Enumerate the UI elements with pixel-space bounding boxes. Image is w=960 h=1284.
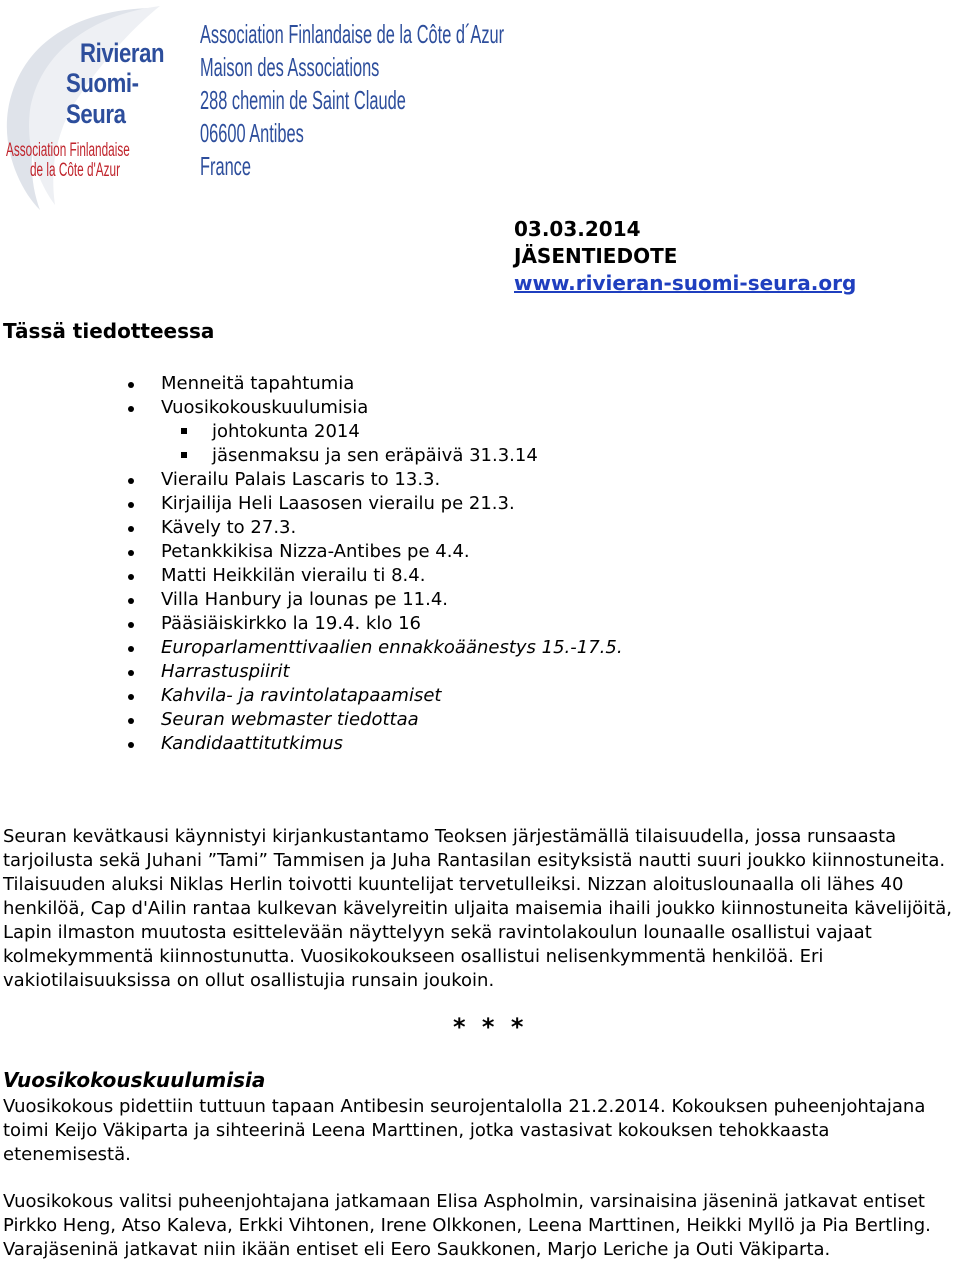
address-line: Association Finlandaise de la Côte d´Azur [200, 19, 505, 49]
list-item: Kahvila- ja ravintolatapaamiset [0, 684, 623, 708]
list-item: Kävely to 27.3. [0, 516, 623, 540]
logo-text-rivieran: Rivieran [80, 38, 165, 68]
list-item: Vuosikokouskuulumisia [0, 396, 623, 420]
board-paragraph: Vuosikokous valitsi puheenjohtajana jatkamaan Elisa Aspholmin, varsinaisina jäseninä jatkavat entiset Pirkko Heng, Atso Kaleva, Erkki Vihtonen, Irene Olkkonen, Leena Marttinen, Heikki Myllö ja Pia Bertling. Varajäseninä jatkavat niin ikään entiset eli Eero Saukkonen, Marjo Leriche ja Outi Väkiparta. [3, 1191, 931, 1260]
list-item: Seuran webmaster tiedottaa [0, 708, 623, 732]
association-logo [0, 0, 505, 215]
meeting-paragraph: Vuosikokous pidettiin tuttuun tapaan Antibesin seurojentalolla 21.2.2014. Kokouksen puheenjohtajana toimi Keijo Väkiparta ja sihteerinä Leena Marttinen, jotka vastasivat kokouksen tehokkaasta etenemisestä. [3, 1096, 926, 1165]
list-item: Kirjailija Heli Laasosen vierailu pe 21.3. [0, 492, 623, 516]
logo-emblem [0, 0, 185, 215]
list-item: Petankkikisa Nizza-Antibes pe 4.4. [0, 540, 623, 564]
list-item: Europarlamenttivaalien ennakkoäänestys 15.-17.5. [0, 636, 623, 660]
address-line: Maison des Associations [200, 52, 380, 82]
toc-title: Tässä tiedotteessa [3, 319, 215, 343]
logo-text-suomi-seura: Suomi-Seura [66, 68, 139, 129]
newsletter-header [514, 216, 856, 297]
logo-text-association: Association Finlandaise [6, 140, 130, 161]
intro-paragraph: Seuran kevätkausi käynnistyi kirjankustantamo Teoksen järjestämällä tilaisuudella, jossa runsaasta tarjoilusta sekä Juhani ”Tami” Tammisen ja Juha Rantasilan esityksistä nautti suuri joukko kiinnostuneita. Tilaisuuden aluksi Niklas Herlin toivotti kuuntelijat tervetulleiksi. Nizzan aloituslounaalla oli lähes 40 henkilöä, Cap d'Ailin rantaa kulkevan kävelyreitin uljaita maisemia ihaili joukko kiinnostuneita kävelijöitä, Lapin ilmaston muutosta esittelevään näyttelyyn sekä ravintolakoulun lounaalle osallistui vajaat kolmekymmentä kiinnostunutta. Vuosikokoukseen osallistui nelisenkymmentä henkilöä. Eri vakiotilaisuuksissa on ollut osallistujia runsain joukoin. [3, 826, 952, 991]
list-item: Harrastuspiirit [0, 660, 623, 684]
list-item: Villa Hanbury ja lounas pe 11.4. [0, 588, 623, 612]
list-item: Matti Heikkilän vierailu ti 8.4. [0, 564, 623, 588]
sub-list-item: jäsenmaksu ja sen eräpäivä 31.3.14 [0, 444, 623, 468]
sub-list-item: johtokunta 2014 [0, 420, 623, 444]
address-line: France [200, 151, 251, 181]
list-item: Pääsiäiskirkko la 19.4. klo 16 [0, 612, 623, 636]
website-link[interactable]: www.rivieran-suomi-seura.org [514, 271, 857, 295]
list-item: Vierailu Palais Lascaris to 13.3. [0, 468, 623, 492]
logo-text-cote-dazur: de la Côte d'Azur [30, 160, 120, 181]
section-heading: Vuosikokouskuulumisia [3, 1068, 266, 1092]
list-item: Kandidaattitutkimus [0, 732, 623, 756]
association-address [200, 18, 683, 183]
newsletter-title: JÄSENTIEDOTE [514, 244, 678, 268]
toc-list [0, 372, 623, 756]
newsletter-date: 03.03.2014 [514, 217, 641, 241]
address-line: 06600 Antibes [200, 118, 304, 148]
address-line: 288 chemin de Saint Claude [200, 85, 406, 115]
section-divider: * * * [453, 1013, 528, 1041]
list-item: Menneitä tapahtumia [0, 372, 623, 396]
